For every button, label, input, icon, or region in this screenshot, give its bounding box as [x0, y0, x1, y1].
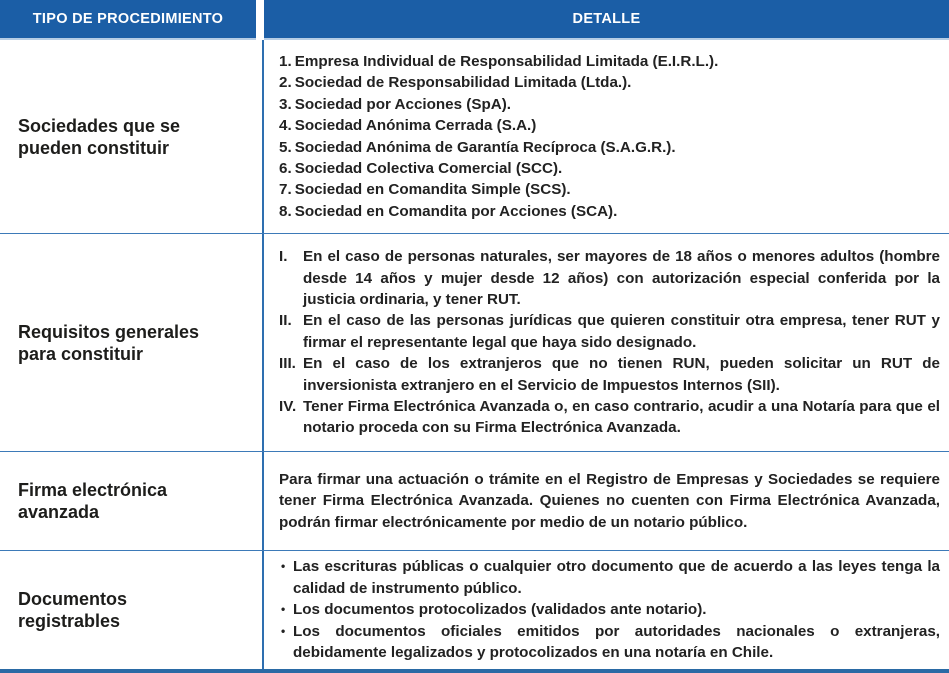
detalle-cell [262, 40, 949, 233]
header-cell-detalle [264, 0, 949, 40]
list-item: Sociedad de Responsabilidad Limitada (Ltda.). [294, 74, 632, 92]
detalle-paragraph: Para firmar una actuación o trámite en el Registro de Empresas y Sociedades se requiere tener Firma Electrónica Avanzada. Quienes no cuenten con Firma Electrónica Avanzada, podrán firmar electrónicamente por medio de un notario público. [279, 470, 940, 531]
list-item-text: Tener Firma Electrónica Avanzada o, en caso contrario, acudir a una Notaría para que el notario proceda con su Firma Electrónica Avanzada. [303, 398, 940, 437]
detalle-cell [262, 452, 949, 550]
list-item: Sociedad Anónima Cerrada (S.A.) [294, 117, 537, 135]
tipo-label: Sociedades que se pueden constituir [18, 115, 181, 158]
bullet-list [279, 556, 940, 663]
list-item: Sociedad por Acciones (SpA). [294, 95, 512, 113]
tipo-label: Firma electrónica avanzada [18, 480, 168, 522]
list-item: • Los documentos protocolizados (validados ante notario). [279, 599, 940, 620]
list-item: • Las escrituras públicas o cualquier otro documento que de acuerdo a las leyes tenga la calidad de instrumento público. [279, 556, 940, 599]
tipo-cell [0, 40, 262, 233]
roman-marker: IV. [279, 398, 297, 416]
bottom-accent-bar [0, 669, 949, 673]
list-item-text: En el caso de los extranjeros que no tienen RUN, pueden solicitar un RUT de inversionista extranjero en el Servicio de Impuestos Internos (SII). [303, 355, 940, 394]
header-cell-tipo [0, 0, 256, 40]
list-item: Sociedad Anónima de Garantía Recíproca (S.A.G.R.). [294, 138, 676, 156]
list-item [279, 353, 940, 396]
list-item: Sociedad en Comandita por Acciones (SCA). [294, 202, 618, 220]
roman-marker: I. [279, 248, 288, 266]
list-item-text: En el caso de personas naturales, ser mayores de 18 años o menores adultos (hombre desde 14 años y mujer desde 12 años) con autorización especial conferida por la justicia ordinaria, y tener RUT. [303, 248, 940, 308]
table-header-row [0, 0, 949, 40]
header-gap [256, 0, 264, 40]
header-label-detalle: DETALLE [572, 11, 641, 27]
roman-marker: II. [279, 312, 292, 330]
numbered-list [279, 51, 940, 222]
table-row-firma [0, 451, 949, 550]
roman-list [279, 246, 940, 439]
list-item: Sociedad Colectiva Comercial (SCC). [294, 159, 563, 177]
list-item-text: En el caso de las personas jurídicas que quieren constituir otra empresa, tener RUT y firmar el representante legal que haya sido designado. [303, 312, 940, 351]
table-row-requisitos [0, 233, 949, 451]
header-label-tipo: TIPO DE PROCEDIMIENTO [32, 11, 224, 27]
tipo-label: Requisitos generales para constituir [18, 321, 200, 364]
roman-marker: III. [279, 355, 296, 373]
table-row-documentos [0, 550, 949, 669]
list-item [279, 396, 940, 439]
tipo-cell [0, 452, 262, 550]
detalle-cell [262, 551, 949, 669]
tipo-label: Documentos registrables [18, 589, 128, 631]
list-item: Empresa Individual de Responsabilidad Limitada (E.I.R.L.). [294, 52, 719, 70]
list-item: Sociedad en Comandita Simple (SCS). [294, 181, 571, 199]
list-item [279, 246, 940, 310]
table-row-sociedades [0, 40, 949, 233]
tipo-cell [0, 551, 262, 669]
tipo-cell [0, 234, 262, 451]
detalle-cell [262, 234, 949, 451]
list-item: • Los documentos oficiales emitidos por autoridades nacionales o extranjeras, debidamente legalizados y protocolizados en una notaría en Chile. [279, 621, 940, 664]
list-item [279, 310, 940, 353]
